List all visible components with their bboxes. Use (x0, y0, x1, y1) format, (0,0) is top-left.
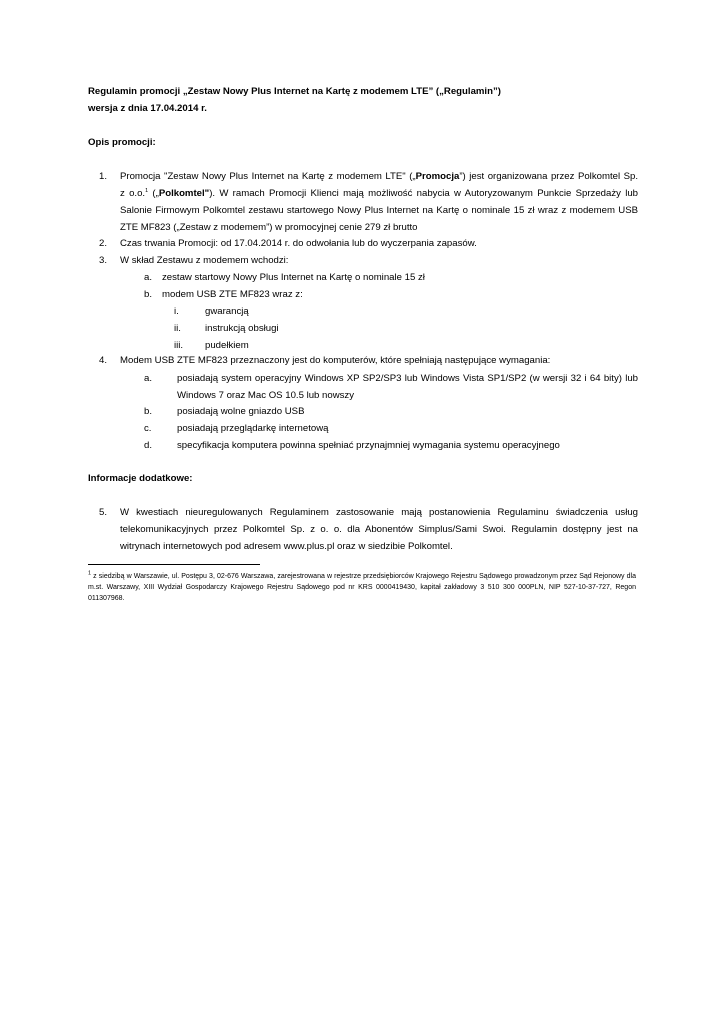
list-item-3b-i: gwarancją (205, 306, 249, 317)
section-heading-additional-info: Informacje dodatkowe: (88, 473, 193, 484)
document-version: wersja z dnia 17.04.2014 r. (88, 103, 207, 114)
footnote-separator (88, 564, 260, 565)
footnote-marker: 1 (88, 570, 92, 577)
list-item-5-line-3: witrynach internetowych pod adresem www.plus.pl oraz w siedzibie Polkomtel. (120, 541, 453, 552)
list-number: 2. (99, 238, 108, 249)
roman-label: ii. (174, 323, 181, 334)
text-run: z o.o. (120, 188, 146, 199)
section-heading-description: Opis promocji: (88, 137, 156, 148)
list-item-3b-iii: pudełkiem (205, 340, 249, 351)
text-run: („ (148, 188, 159, 199)
list-item-4d: specyfikacja komputera powinna spełniać przynajmniej wymagania systemu operacyjnego (177, 440, 560, 451)
list-item-3: W skład Zestawu z modemem wchodzi: (120, 255, 289, 266)
footnote-line-3: 011307968. (88, 595, 125, 602)
list-number: 3. (99, 255, 108, 266)
bold-text-run: Polkomtel" (158, 188, 210, 199)
sub-item-label: b. (144, 289, 153, 300)
list-item-1-line-4: ZTE MF823 („Zestaw z modemem”) w promocyjnej cenie 279 zł brutto (120, 222, 418, 233)
list-item-3a: zestaw startowy Nowy Plus Internet na Kartę o nominale 15 zł (162, 272, 425, 283)
list-item-4a-line-1: posiadają system operacyjny Windows XP SP2/SP3 lub Windows Vista SP1/SP2 (w wersji 32 i 64 bity) lub (177, 373, 638, 384)
bold-text-run: Promocja (415, 171, 460, 182)
text-run: ”) jest organizowana przez Polkomtel Sp. (459, 171, 638, 182)
document-title: Regulamin promocji „Zestaw Nowy Plus Internet na Kartę z modemem LTE” („Regulamin”) (88, 86, 501, 97)
sub-item-label: d. (144, 440, 153, 451)
footnote-line-1 (88, 572, 636, 583)
list-item-5-line-2: telekomunikacyjnych przez Polkomtel Sp. z o. o. dla Abonentów Simplus/Sami Swoi. Regulamin dostępny jest na (120, 524, 638, 535)
roman-label: iii. (174, 340, 184, 351)
roman-label: i. (174, 306, 179, 317)
list-number: 5. (99, 507, 108, 518)
footnote-reference: 1 (145, 187, 149, 194)
list-item-3b-ii: instrukcją obsługi (205, 323, 279, 334)
list-number: 1. (99, 171, 108, 182)
text-run: Promocja "Zestaw Nowy Plus Internet na Kartę z modemem LTE" („ (120, 171, 416, 182)
list-item-4a-line-2: Windows 7 oraz Mac OS 10.5 lub nowszy (177, 390, 355, 401)
sub-item-label: b. (144, 406, 153, 417)
list-item-4b: posiadają wolne gniazdo USB (177, 406, 305, 417)
list-item-4: Modem USB ZTE MF823 przeznaczony jest do komputerów, które spełniają następujące wymagania: (120, 355, 551, 366)
list-item-3b: modem USB ZTE MF823 wraz z: (162, 289, 303, 300)
footnote-line-2: m.st. Warszawy, XIII Wydział Gospodarczy Krajowego Rejestru Sądowego pod nr KRS 0000419430, kapitał zakładowy 3 510 300 000PLN, NIP 527-10-37-727, Regon (88, 584, 636, 591)
sub-item-label: a. (144, 272, 153, 283)
list-item-1-line-2 (120, 185, 638, 202)
sub-item-label: a. (144, 373, 153, 384)
list-item-4c: posiadają przeglądarkę internetową (177, 423, 329, 434)
footnote-text: z siedzibą w Warszawie, ul. Postępu 3, 02-676 Warszawa, zarejestrowana w rejestrze przedsiębiorców Krajowego Rejestru Sądowego prowadzonym przez Sąd Rejonowy dla (91, 573, 636, 580)
list-item-1-line-3: Salonie Firmowym Polkomtel zestawu startowego Nowy Plus Internet na Kartę o nominale 15 zł wraz z modemem USB (120, 205, 638, 216)
list-item-5-line-1: W kwestiach nieuregulowanych Regulaminem zastosowanie mają postanowienia Regulaminu świadczenia usług (120, 507, 638, 518)
text-run: ). W ramach Promocji Klienci mają możliwość nabycia w Autoryzowanym Punkcie Sprzedaży lub (209, 188, 638, 199)
list-item-2: Czas trwania Promocji: od 17.04.2014 r. do odwołania lub do wyczerpania zapasów. (120, 238, 477, 249)
list-number: 4. (99, 355, 108, 366)
list-item-1-line-1 (120, 168, 638, 185)
sub-item-label: c. (144, 423, 152, 434)
